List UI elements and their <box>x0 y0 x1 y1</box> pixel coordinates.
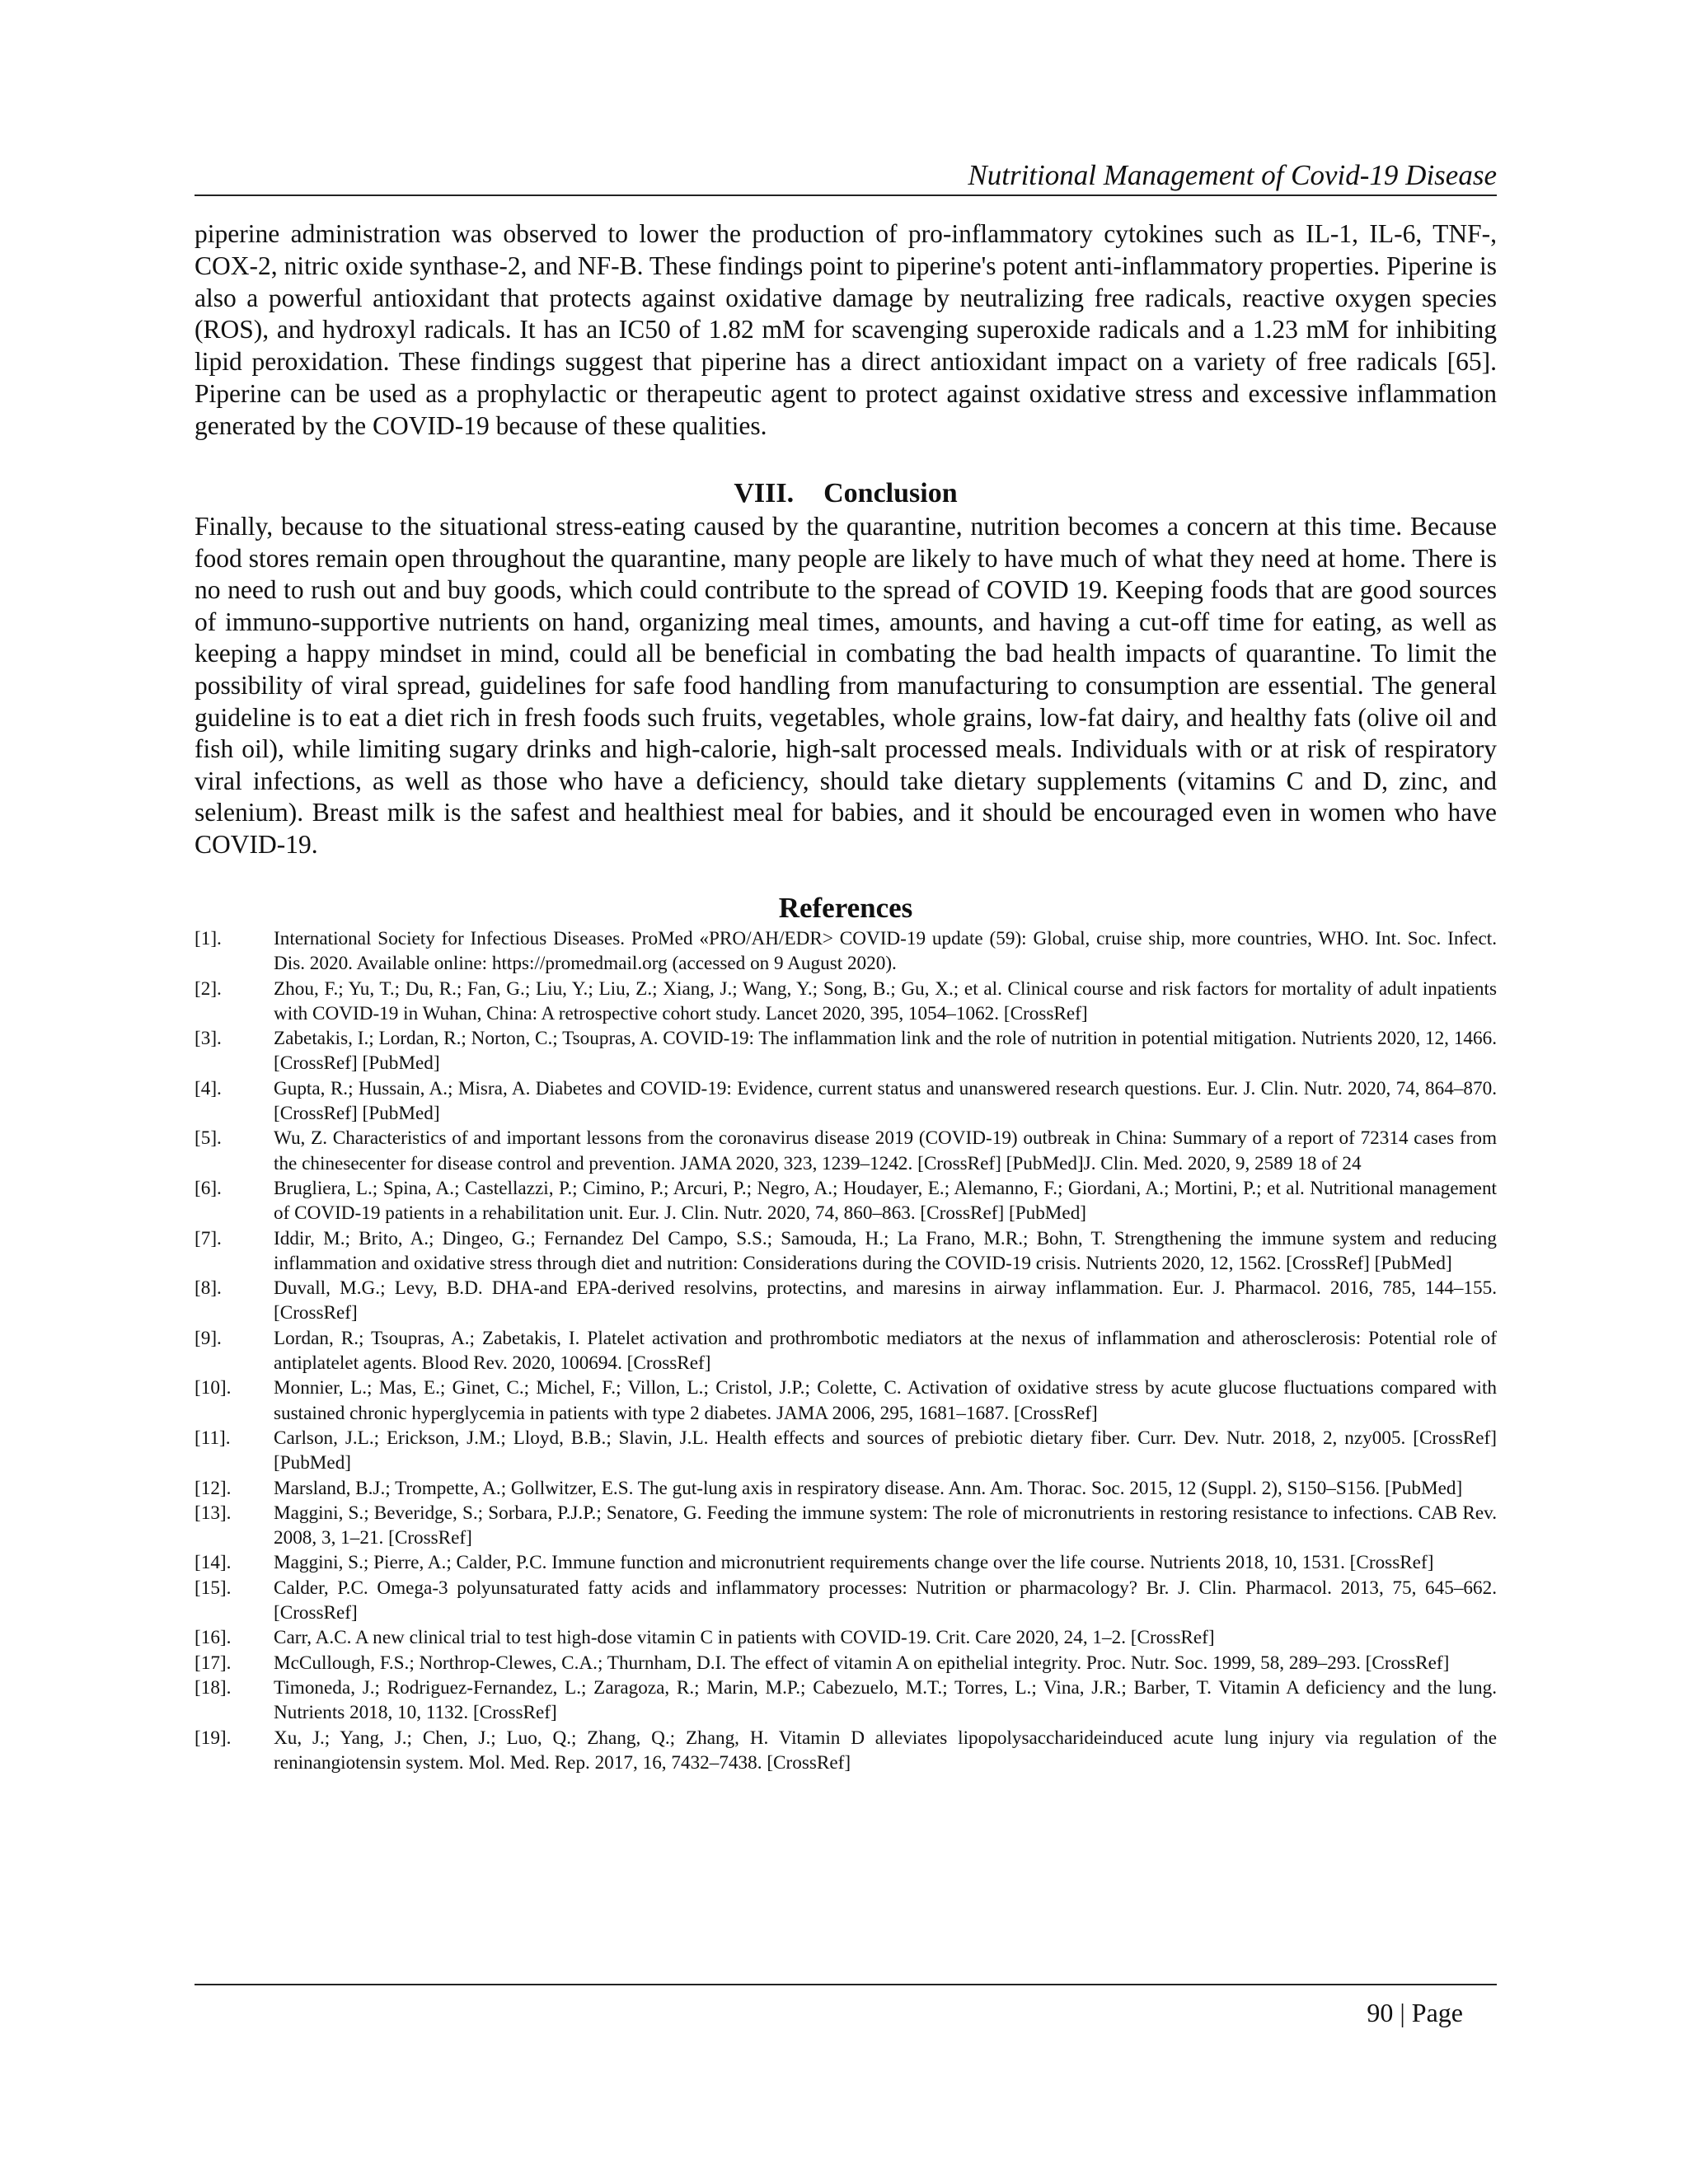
reference-text: Maggini, S.; Beveridge, S.; Sorbara, P.J.P.; Senatore, G. Feeding the immune system: The role of micronutrients in restoring resistance to infections. CAB Rev. 2008, 3, 1–21. [CrossRef] <box>274 1502 1497 1549</box>
conclusion-paragraph: Finally, because to the situational stress-eating caused by the quarantine, nutrition becomes a concern at this time. Because food stores remain open throughout the quarantine, many people are likely to have much of what they need at home. There is no need to rush out and buy goods, which could contribute to the spread of COVID 19. Keeping foods that are good sources of immuno-supportive nutrients on hand, organizing meal times, amounts, and having a cut-off time for eating, as well as keeping a happy mindset in mind, could all be beneficial in combating the bad health impacts of quarantine. To limit the possibility of viral spread, guidelines for safe food handling from manufacturing to consumption are essential. The general guideline is to eat a diet rich in fresh foods such fruits, vegetables, whole grains, low-fat dairy, and healthy fats (olive oil and fish oil), while limiting sugary drinks and high-calorie, high-salt processed meals. Individuals with or at risk of respiratory viral infections, as well as those who have a deficiency, should take dietary supplements (vitamins C and D, zinc, and selenium). Breast milk is the safest and healthiest meal for babies, and it should be encouraged even in women who have COVID-19. <box>195 512 1497 859</box>
header-rule <box>195 194 1497 196</box>
reference-text: Xu, J.; Yang, J.; Chen, J.; Luo, Q.; Zhang, Q.; Zhang, H. Vitamin D alleviates lipopolysaccharideinduced acute lung injury via regulation of the reninangiotensin system. Mol. Med. Rep. 2017, 16, 7432–7438. [CrossRef] <box>274 1727 1497 1774</box>
reference-item <box>195 1550 1497 1575</box>
conclusion-heading <box>195 476 1497 512</box>
reference-item <box>195 1675 1497 1726</box>
reference-number: [12]. <box>195 1477 232 1499</box>
reference-number: [17]. <box>195 1652 232 1674</box>
section-number: VIII. <box>734 478 795 509</box>
reference-text: Lordan, R.; Tsoupras, A.; Zabetakis, I. Platelet activation and prothrombotic mediators at the nexus of inflammation and atherosclerosis: Potential role of antiplatelet agents. Blood Rev. 2020, 100694. [CrossRef] <box>274 1327 1497 1375</box>
reference-item <box>195 1326 1497 1376</box>
intro-paragraph-block <box>195 218 1497 443</box>
reference-number: [15]. <box>195 1577 232 1599</box>
reference-text: Monnier, L.; Mas, E.; Ginet, C.; Michel, F.; Villon, L.; Cristol, J.P.; Colette, C. Activation of oxidative stress by acute glucose fluctuations compared with sustained chronic hyperglycemia in patients with type 2 diabetes. JAMA 2006, 295, 1681–1687. [CrossRef] <box>274 1377 1497 1424</box>
reference-item <box>195 1076 1497 1127</box>
reference-number: [2]. <box>195 977 222 1000</box>
references-heading: References <box>778 892 913 924</box>
reference-item <box>195 1276 1497 1326</box>
reference-number: [4]. <box>195 1077 222 1099</box>
section-title: Conclusion <box>823 478 958 509</box>
running-header: Nutritional Management of Covid-19 Disease <box>968 159 1497 191</box>
reference-item <box>195 1176 1497 1226</box>
intro-paragraph: piperine administration was observed to lower the production of pro-inflammatory cytokines such as IL-1, IL-6, TNF-, COX-2, nitric oxide synthase-2, and NF-B. These findings point to piperine's potent anti-inflammatory properties. Piperine is also a powerful antioxidant that protects against oxidative damage by neutralizing free radicals, reactive oxygen species (ROS), and hydroxyl radicals. It has an IC50 of 1.82 mM for scavenging superoxide radicals and a 1.23 mM for inhibiting lipid peroxidation. These findings suggest that piperine has a direct antioxidant impact on a variety of free radicals [65]. Piperine can be used as a prophylactic or therapeutic agent to protect against oxidative stress and excessive inflammation generated by the COVID-19 because of these qualities. <box>195 219 1497 440</box>
reference-list <box>195 926 1497 1775</box>
reference-number: [19]. <box>195 1727 232 1749</box>
reference-item <box>195 1376 1497 1426</box>
reference-item <box>195 926 1497 977</box>
reference-text: Duvall, M.G.; Levy, B.D. DHA-and EPA-derived resolvins, protectins, and maresins in airway inflammation. Eur. J. Pharmacol. 2016, 785, 144–155. [CrossRef] <box>274 1277 1497 1324</box>
reference-number: [7]. <box>195 1227 222 1249</box>
reference-item <box>195 1026 1497 1076</box>
reference-number: [10]. <box>195 1377 232 1399</box>
reference-text: International Society for Infectious Diseases. ProMed «PRO/AH/EDR> COVID-19 update (59): Global, cruise ship, more countries, WHO. Int. Soc. Infect. Dis. 2020. Available online: https://promedmail.org (accessed on 9 August 2020). <box>274 928 1497 975</box>
reference-number: [18]. <box>195 1676 232 1699</box>
reference-text: Brugliera, L.; Spina, A.; Castellazzi, P.; Cimino, P.; Arcuri, P.; Negro, A.; Houdayer, E.; Alemanno, F.; Giordani, A.; Mortini, P.; et al. Nutritional management of COVID-19 patients in a rehabilitation unit. Eur. J. Clin. Nutr. 2020, 74, 860–863. [CrossRef] [PubMed] <box>274 1177 1497 1225</box>
reference-text: Calder, P.C. Omega-3 polyunsaturated fatty acids and inflammatory processes: Nutrition or pharmacology? Br. J. Clin. Pharmacol. 2013, 75, 645–662. [CrossRef] <box>274 1577 1497 1624</box>
reference-text: Carr, A.C. A new clinical trial to test high-dose vitamin C in patients with COVID-19. Crit. Care 2020, 24, 1–2. [CrossRef] <box>274 1627 1215 1649</box>
reference-item <box>195 1726 1497 1776</box>
reference-number: [3]. <box>195 1028 222 1050</box>
reference-number: [11]. <box>195 1427 231 1449</box>
footer-rule <box>195 1984 1497 1985</box>
reference-item <box>195 1625 1497 1650</box>
reference-item <box>195 1501 1497 1551</box>
reference-number: [1]. <box>195 928 222 949</box>
reference-text: Zabetakis, I.; Lordan, R.; Norton, C.; Tsoupras, A. COVID-19: The inflammation link and the role of nutrition in potential mitigation. Nutrients 2020, 12, 1466. [CrossRef] [PubMed] <box>274 1028 1497 1075</box>
reference-item <box>195 977 1497 1027</box>
reference-item <box>195 1476 1497 1501</box>
reference-number: [6]. <box>195 1177 222 1199</box>
conclusion-paragraph-block <box>195 511 1497 861</box>
reference-text: Marsland, B.J.; Trompette, A.; Gollwitzer, E.S. The gut-lung axis in respiratory disease. Ann. Am. Thorac. Soc. 2015, 12 (Suppl. 2), S150–S156. [PubMed] <box>274 1477 1463 1499</box>
reference-item <box>195 1576 1497 1626</box>
reference-text: Maggini, S.; Pierre, A.; Calder, P.C. Immune function and micronutrient requirements change over the life course. Nutrients 2018, 10, 1531. [CrossRef] <box>274 1552 1434 1574</box>
reference-text: Wu, Z. Characteristics of and important lessons from the coronavirus disease 2019 (COVID-19) outbreak in China: Summary of a report of 72314 cases from the chinesecenter for disease control and prevention. JAMA 2020, 323, 1239–1242. [CrossRef] [PubMed]J. Clin. Med. 2020, 9, 2589 18 of 24 <box>274 1127 1497 1174</box>
reference-text: Carlson, J.L.; Erickson, J.M.; Lloyd, B.B.; Slavin, J.L. Health effects and sources of prebiotic dietary fiber. Curr. Dev. Nutr. 2018, 2, nzy005. [CrossRef] [PubMed] <box>274 1427 1497 1474</box>
reference-number: [5]. <box>195 1127 222 1150</box>
reference-number: [16]. <box>195 1627 232 1649</box>
reference-number: [13]. <box>195 1502 232 1524</box>
reference-text: Zhou, F.; Yu, T.; Du, R.; Fan, G.; Liu, Y.; Liu, Z.; Xiang, J.; Wang, Y.; Song, B.; Gu, X.; et al. Clinical course and risk factors for mortality of adult inpatients with COVID-19 in Wuhan, China: A retrospective cohort study. Lancet 2020, 395, 1054–1062. [CrossRef] <box>274 977 1497 1024</box>
reference-item <box>195 1226 1497 1277</box>
reference-text: McCullough, F.S.; Northrop-Clewes, C.A.; Thurnham, D.I. The effect of vitamin A on epithelial integrity. Proc. Nutr. Soc. 1999, 58, 289–293. [CrossRef] <box>274 1652 1450 1674</box>
reference-text: Gupta, R.; Hussain, A.; Misra, A. Diabetes and COVID-19: Evidence, current status and unanswered research questions. Eur. J. Clin. Nutr. 2020, 74, 864–870. [CrossRef] [PubMed] <box>274 1077 1497 1125</box>
reference-item <box>195 1426 1497 1476</box>
reference-number: [14]. <box>195 1552 232 1574</box>
reference-item <box>195 1126 1497 1176</box>
reference-item <box>195 1651 1497 1675</box>
page-number: 90 | Page <box>1367 1998 1463 2027</box>
reference-number: [8]. <box>195 1277 222 1300</box>
reference-number: [9]. <box>195 1327 222 1349</box>
reference-text: Iddir, M.; Brito, A.; Dingeo, G.; Fernandez Del Campo, S.S.; Samouda, H.; La Frano, M.R.; Bohn, T. Strengthening the immune system and reducing inflammation and oxidative stress through diet and nutrition: Considerations during the COVID-19 crisis. Nutrients 2020, 12, 1562. [CrossRef] [PubMed] <box>274 1227 1497 1274</box>
reference-text: Timoneda, J.; Rodriguez-Fernandez, L.; Zaragoza, R.; Marin, M.P.; Cabezuelo, M.T.; Torres, L.; Vina, J.R.; Barber, T. Vitamin A deficiency and the lung. Nutrients 2018, 10, 1132. [CrossRef] <box>274 1676 1497 1724</box>
